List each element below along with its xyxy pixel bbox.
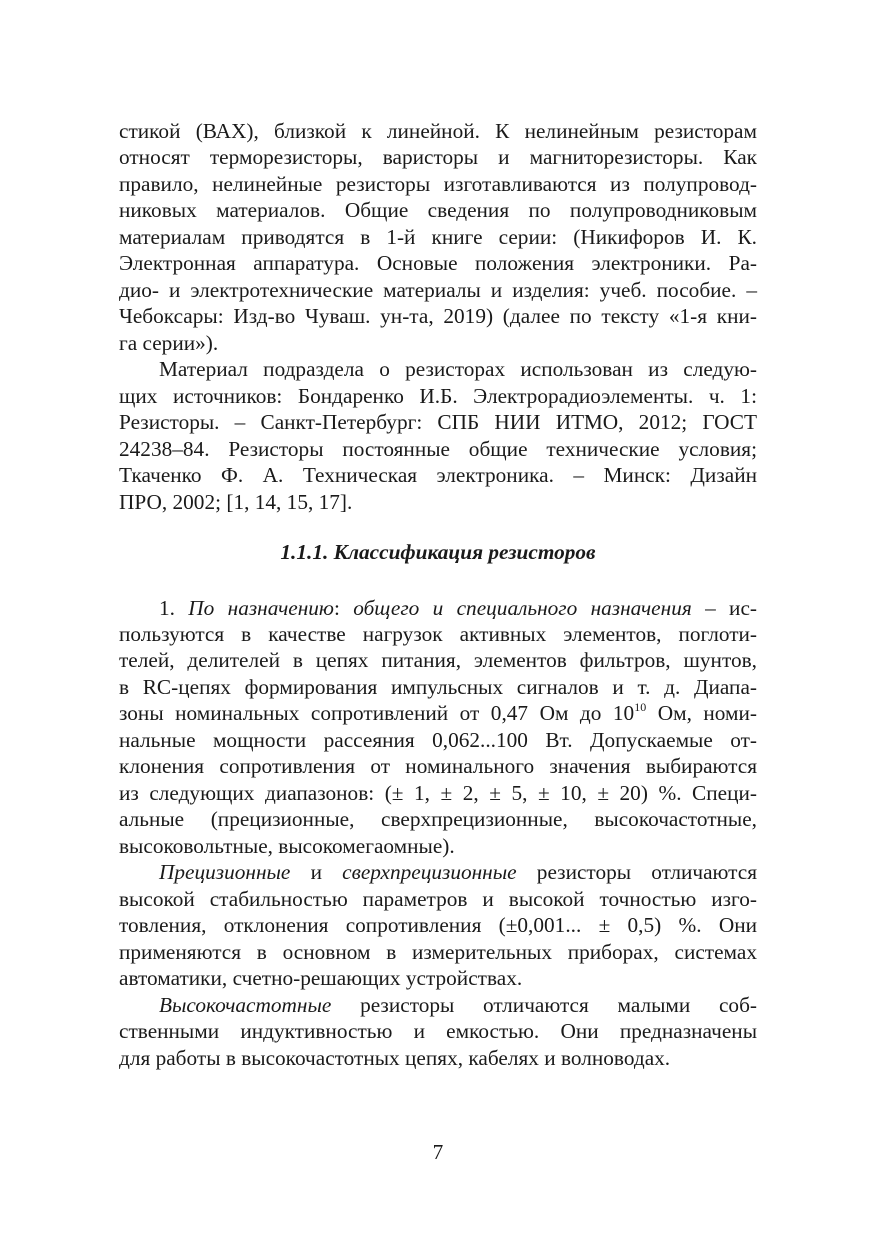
text-line [119,886,757,912]
text-segment: применяются в основном в измерительных приборах, системах [119,940,757,964]
text-line [119,409,757,435]
text-line [119,197,757,223]
text-line [119,753,757,779]
text-line [119,462,757,488]
italic-term: общего и специального назначения [353,596,692,620]
text-segment: Материал подраздела о резисторах использован из следую- [159,357,757,381]
text-line [159,595,757,621]
italic-term: По назначению [188,596,334,620]
page-number: 7 [432,1140,444,1164]
text-line [119,118,757,144]
text-segment: стикой (ВАХ), близкой к линейной. К нелинейным резисторам [119,119,757,143]
text-line [119,224,757,250]
text-line [119,965,757,991]
text-segment: Чебоксары: Изд-во Чуваш. ун-та, 2019) (далее по тексту «1-я кни- [119,304,757,328]
text-segment: дио- и электротехнические материалы и изделия: учеб. пособие. – [119,278,757,302]
text-segment: ственными индуктивностью и емкостью. Они предназначены [119,1019,757,1043]
section-heading: 1.1.1. Классификация резисторов [280,540,596,564]
text-segment: из следующих диапазонов: (± 1, ± 2, ± 5, ± 10, ± 20) %. Специ- [119,781,757,805]
text-segment: зоны номинальных сопротивлений от 0,47 Ом до 10 [119,701,635,725]
superscript: 10 [634,700,647,714]
text-segment: 1. [159,596,189,620]
text-segment: высокой стабильностью параметров и высокой точностью изго- [119,887,757,911]
text-segment: никовых материалов. Общие сведения по полупроводниковым [119,198,757,222]
text-segment: в RC-цепях формирования импульсных сигналов и т. д. Диапа- [119,675,757,699]
text-line [119,912,757,938]
text-line [119,171,757,197]
text-line [159,992,757,1018]
text-line [119,277,757,303]
text-segment: альные (прецизионные, сверхпрецизионные, высокочастотные, [119,807,757,831]
text-segment: : [333,596,354,620]
text-line [119,330,757,356]
text-line [119,833,757,859]
text-line [119,383,757,409]
text-line [159,859,757,885]
text-segment: Ткаченко Ф. А. Техническая электроника. – Минск: Дизайн [119,463,757,487]
text-segment: Ом, номи- [646,701,757,725]
text-line [119,727,757,753]
italic-term: Прецизионные [159,860,291,884]
text-line [119,780,757,806]
text-line [119,1045,757,1071]
text-segment: пользуются в качестве нагрузок активных элементов, поглоти- [119,622,757,646]
text-segment: Электронная аппаратура. Основые положения электроники. Ра- [119,251,757,275]
text-segment: для работы в высокочастотных цепях, кабелях и волноводах. [119,1046,671,1070]
text-line [119,700,757,726]
text-segment: относят терморезисторы, варисторы и магниторезисторы. Как [119,145,757,169]
text-segment: щих источников: Бондаренко И.Б. Электрорадиоэлементы. ч. 1: [119,384,757,408]
text-segment: резисторы отличаются [516,860,758,884]
text-line [119,621,757,647]
text-segment: товления, отклонения сопротивления (±0,001... ± 0,5) %. Они [119,913,757,937]
text-segment: нальные мощности рассеяния 0,062...100 Вт. Допускаемые от- [119,728,757,752]
text-line [119,303,757,329]
text-line [159,356,757,382]
italic-term: сверхпрецизионные [342,860,517,884]
text-segment: правило, нелинейные резисторы изготавливаются из полупровод- [119,172,757,196]
text-line [119,647,757,673]
text-segment: ПРО, 2002; [1, 14, 15, 17]. [119,490,353,514]
text-segment: и [290,860,343,884]
text-line [119,436,757,462]
text-segment: клонения сопротивления от номинального значения выбираются [119,754,757,778]
text-segment: 24238–84. Резисторы постоянные общие технические условия; [119,437,757,461]
text-line [119,1018,757,1044]
text-segment: Резисторы. – Санкт-Петербург: СПБ НИИ ИТМО, 2012; ГОСТ [119,410,757,434]
text-segment: материалам приводятся в 1-й книге серии: (Никифоров И. К. [119,225,757,249]
text-segment: – ис- [691,596,757,620]
text-segment: высоковольтные, высокомегаомные). [119,834,455,858]
text-segment: га серии»). [119,331,219,355]
italic-term: Высокочастотные [159,993,332,1017]
text-line [119,250,757,276]
text-segment: телей, делителей в цепях питания, элементов фильтров, шунтов, [119,648,757,672]
text-line [119,939,757,965]
text-line [119,674,757,700]
text-line [119,144,757,170]
text-segment: автоматики, счетно-решающих устройствах. [119,966,523,990]
text-segment: резисторы отличаются малыми соб- [331,993,757,1017]
text-line [119,806,757,832]
text-line [119,489,757,515]
